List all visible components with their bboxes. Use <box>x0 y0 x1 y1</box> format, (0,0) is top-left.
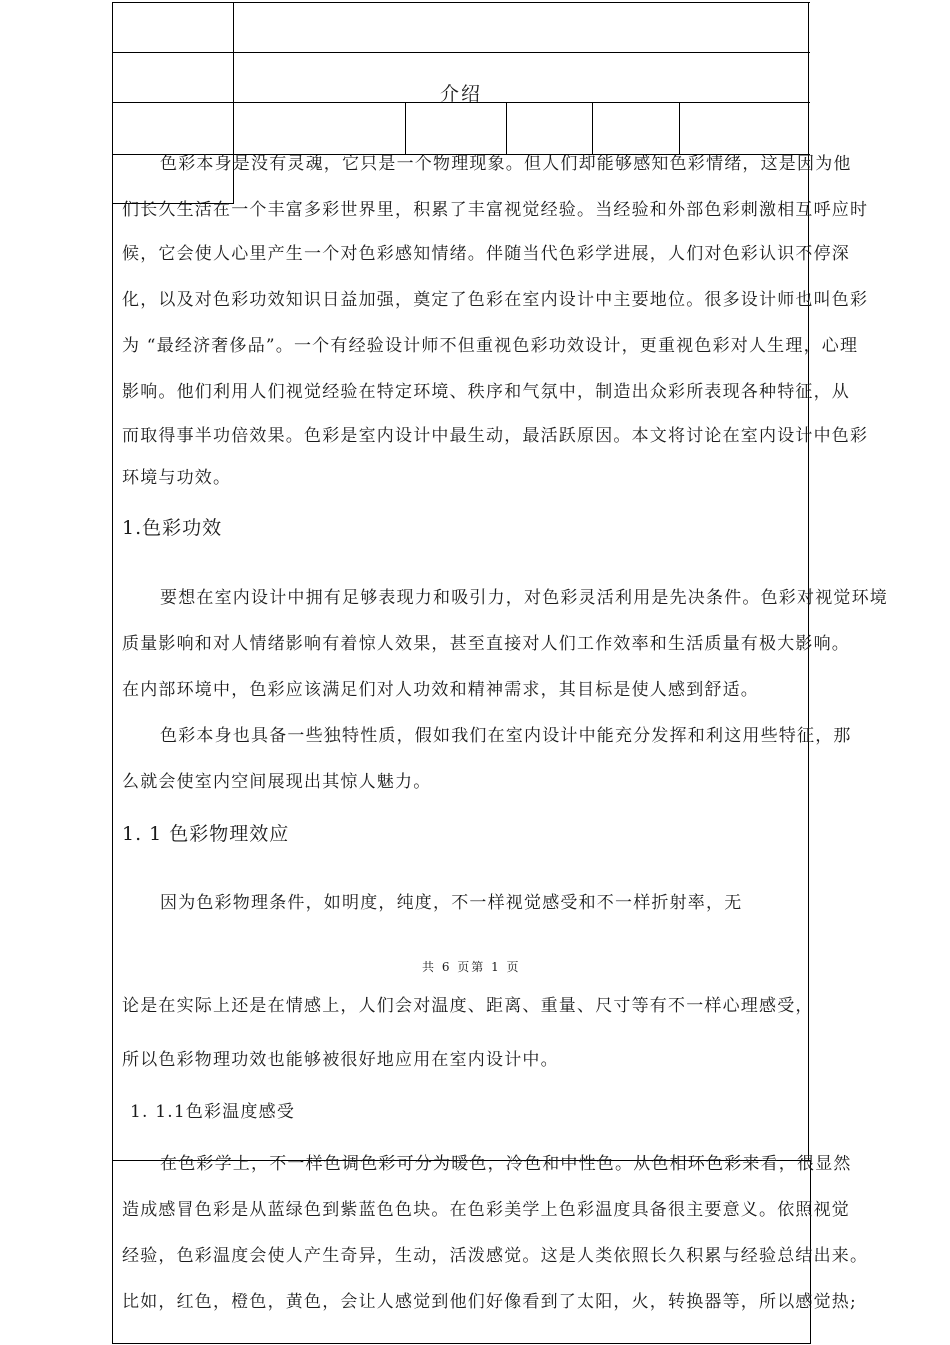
table-border-right <box>808 2 809 1160</box>
page2-line: 比如，红色，橙色，黄色，会让人感觉到他们好像看到了太阳，火，转换器等，所以感觉热; <box>122 1292 857 1312</box>
intro-line: 而取得事半功倍效果。色彩是室内设计中最生动，最活跃原因。本文将讨论在室内设计中色彩 <box>122 426 869 446</box>
intro-line: 们长久生活在一个丰富多彩世界里，积累了丰富视觉经验。当经验和外部色彩刺激相互呼应时 <box>122 200 869 220</box>
intro-line: 影响。他们利用人们视觉经验在特定环境、秩序和气氛中，制造出众彩所表现各种特征，从 <box>122 382 850 402</box>
table-row-divider <box>112 52 810 53</box>
section1-line: 色彩本身也具备一些独特性质，假如我们在室内设计中能充分发挥和利这用些特征，那 <box>160 726 852 746</box>
table-column-divider <box>405 102 406 154</box>
table-border-top <box>112 2 810 3</box>
document-title: 介绍 <box>440 83 483 105</box>
intro-line: 环境与功效。 <box>122 468 232 488</box>
page2-line: 在色彩学上，不一样色调色彩可分为暖色，冷色和中性色。从色相环色彩来看，很显然 <box>160 1154 852 1174</box>
page2-line: 论是在实际上还是在情感上，人们会对温度、距离、重量、尺寸等有不一样心理感受， <box>122 996 814 1016</box>
subsection-heading: 1. 1 色彩物理效应 <box>122 823 290 845</box>
section1-line: 质量影响和对人情绪影响有着惊人效果，甚至直接对人们工作效率和生活质量有极大影响。 <box>122 634 850 654</box>
page2-border-bottom <box>112 1343 811 1344</box>
page2-line: 造成感冒色彩是从蓝绿色到紫蓝色色块。在色彩美学上色彩温度具备很主要意义。依照视觉 <box>122 1200 850 1220</box>
page2-line: 所以色彩物理功效也能够被很好地应用在室内设计中。 <box>122 1050 559 1070</box>
intro-line: 候，它会使人心里产生一个对色彩感知情绪。伴随当代色彩学进展，人们对色彩认识不停深 <box>122 244 850 264</box>
section1-line: 要想在室内设计中拥有足够表现力和吸引力，对色彩灵活利用是先决条件。色彩对视觉环境 <box>160 588 888 608</box>
section1-line: 在内部环境中，色彩应该满足们对人功效和精神需求，其目标是使人感到舒适。 <box>122 680 759 700</box>
page2-line: 经验，色彩温度会使人产生奇异，生动，活泼感觉。这是人类依照长久积累与经验总结出来。 <box>122 1246 869 1266</box>
table-column-divider <box>679 102 680 154</box>
page2-border-left <box>112 1160 113 1343</box>
page-footer: 共 6 页第 1 页 <box>422 960 521 974</box>
table-border-left <box>112 2 113 1160</box>
section-heading: 1.色彩功效 <box>122 517 223 539</box>
subsubsection-heading: 1. 1.1色彩温度感受 <box>130 1102 296 1122</box>
intro-line: 化，以及对色彩功效知识日益加强，奠定了色彩在室内设计中主要地位。很多设计师也叫色彩 <box>122 290 869 310</box>
intro-line: 为 “最经济奢侈品”。一个有经验设计师不但重视色彩功效设计，更重视色彩对人生理，心理 <box>122 336 859 356</box>
table-column-divider <box>592 102 593 154</box>
subsection-line: 因为色彩物理条件，如明度，纯度，不一样视觉感受和不一样折射率，无 <box>160 893 743 913</box>
section1-line: 么就会使室内空间展现出其惊人魅力。 <box>122 772 432 792</box>
table-column-divider <box>506 102 507 154</box>
intro-line: 色彩本身是没有灵魂，它只是一个物理现象。但人们却能够感知色彩情绪，这是因为他 <box>160 154 852 174</box>
